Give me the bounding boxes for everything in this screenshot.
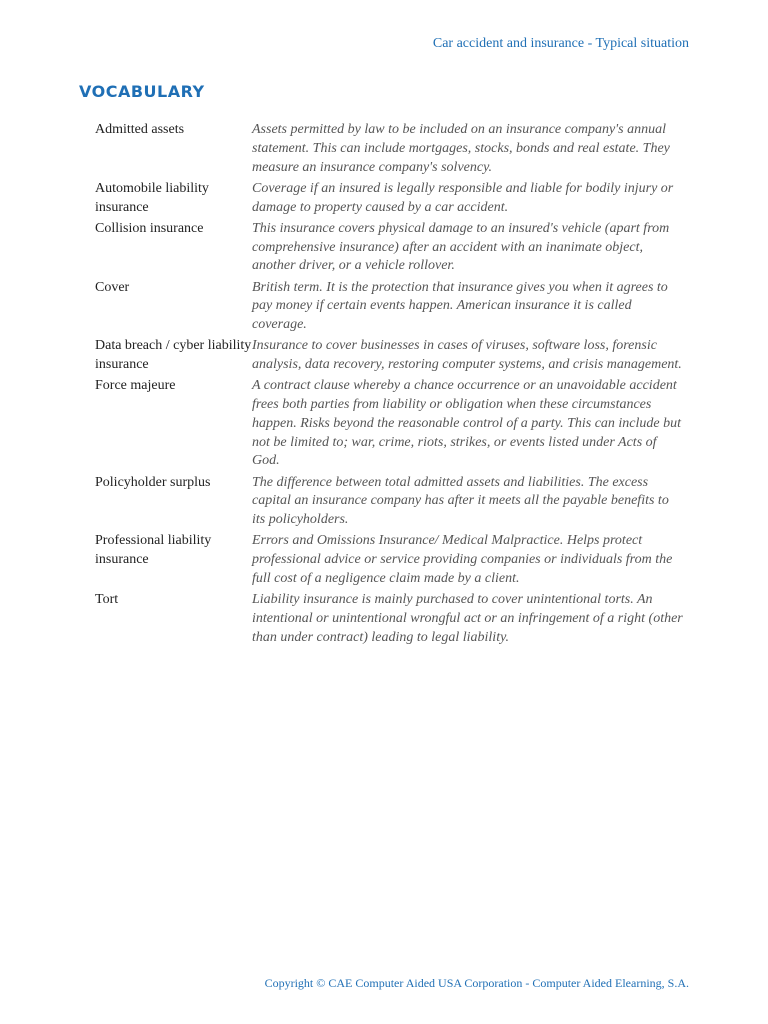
vocab-term: Collision insurance [95,220,204,236]
vocab-entry [95,474,685,530]
vocab-entry [95,532,685,588]
vocab-definition: A contract clause whereby a chance occurrence or an unavoidable accident frees both parties from liability or obligation when these circumstances happen. Risks beyond the reasonable control of a party. This can include but not be limited to; war, crime, riots, strikes, or events listed under Acts of God. [252,378,682,469]
footer-copyright: Copyright © CAE Computer Aided USA Corporation - Computer Aided Elearning, S.A. [264,976,689,990]
vocab-term: Admitted assets [95,122,185,137]
vocab-entry [95,180,685,218]
vocab-definition: Coverage if an insured is legally responsible and liable for bodily injury or damage to property caused by a car accident. [252,180,674,215]
vocab-term: Automobile liability insurance [95,180,209,215]
vocab-term: Policyholder surplus [95,474,211,490]
vocab-entry [95,377,685,471]
section-heading: VOCABULARY [79,82,205,101]
vocab-definition: Errors and Omissions Insurance/ Medical Malpractice. Helps protect professional advice or service providing companies or individuals from the full cost of a negligence claim made by a client. [252,533,673,586]
vocab-term: Tort [95,592,119,607]
vocab-definition: Assets permitted by law to be included on an insurance company's annual statement. This can include mortgages, stocks, bonds and real estate. They measure an insurance company's solvency. [252,122,670,175]
vocab-definition: British term. It is the protection that insurance gives you when it agrees to pay money if certain events happen. American insurance it is called coverage. [252,279,668,332]
vocab-term: Force majeure [95,378,176,394]
vocab-definition: Liability insurance is mainly purchased to cover unintentional torts. An intentional or unintentional wrongful act or an infringement of a right (other than under contract) leading to legal liability. [252,592,683,645]
vocab-definition: Insurance to cover businesses in cases of viruses, software loss, forensic analysis, data recovery, restoring computer systems, and crisis management. [252,338,682,372]
vocab-term: Data breach / cyber liability insurance [95,338,252,372]
vocabulary-list [95,121,685,650]
vocab-definition: This insurance covers physical damage to an insured's vehicle (apart from comprehensive insurance) after an accident with an inanimate object, another driver, or a vehicle rollover. [252,220,670,274]
vocab-term: Cover [95,279,130,295]
vocab-definition: The difference between total admitted assets and liabilities. The excess capital an insurance company has after it meets all the payable benefits to its policyholders. [252,474,669,527]
vocab-entry [95,337,685,375]
vocab-entry [95,279,685,335]
vocab-entry [95,220,685,276]
vocab-entry [95,591,685,647]
page-header-title: Car accident and insurance - Typical situation [432,36,689,51]
vocab-term: Professional liability insurance [95,533,212,567]
vocab-entry [95,121,685,177]
